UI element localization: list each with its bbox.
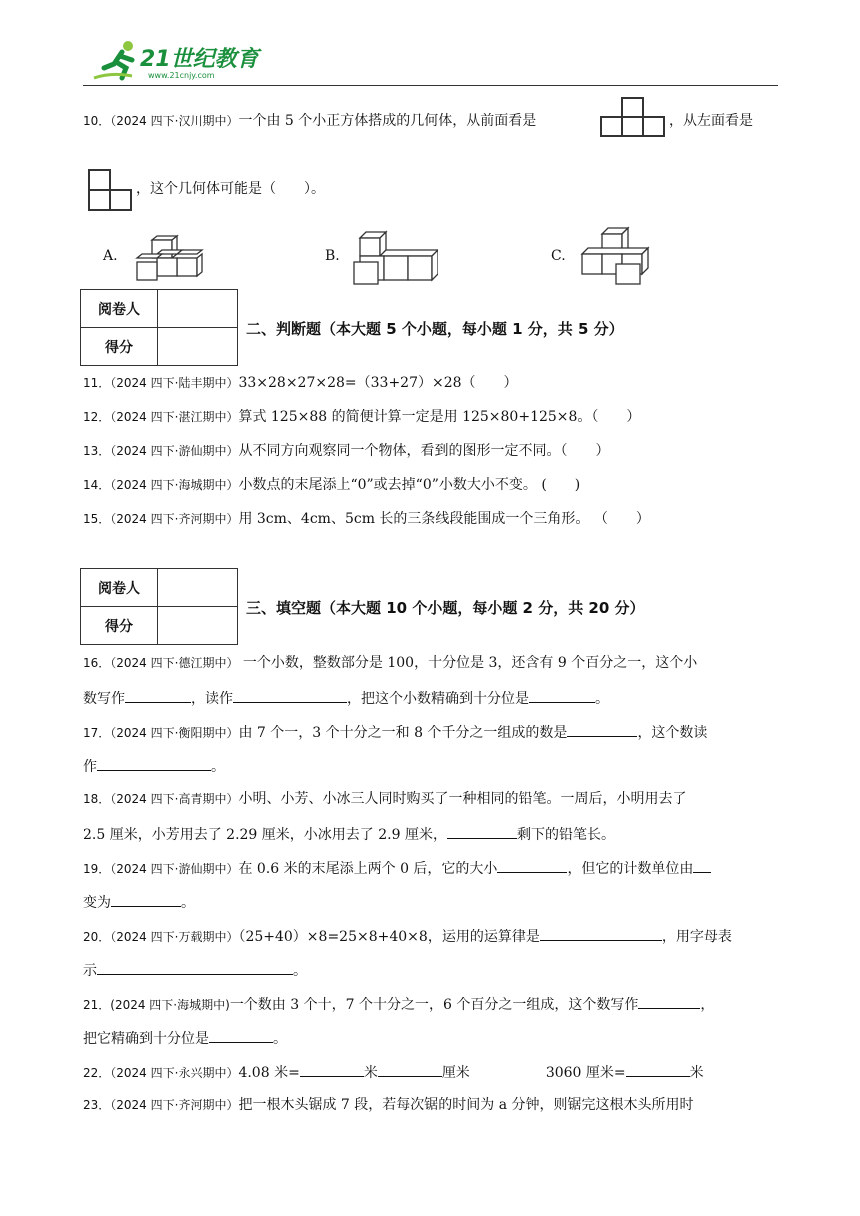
- answer-blank[interactable]: [233, 688, 347, 703]
- grader-label: 阅卷人: [81, 290, 158, 328]
- answer-blank[interactable]: [125, 688, 191, 703]
- answer-blank[interactable]: [567, 722, 637, 737]
- answer-blank[interactable]: [378, 1062, 442, 1077]
- score-cell: [158, 607, 238, 645]
- logo-text: 21世纪教育: [140, 47, 259, 72]
- question-19-line-2: 变为 。: [83, 892, 195, 912]
- question-17-line-1: 17．（2024 四下·衡阳期中）由 7 个一，3 个十分之一和 8 个千分之一组成的数是 ，这个数读: [83, 722, 707, 742]
- option-c-figure: [576, 226, 656, 286]
- option-b-figure: [352, 228, 438, 286]
- question-19-line-1: 19．（2024 四下·游仙期中）在 0.6 米的末尾添上两个 0 后，它的大小 ，但它的计数单位由: [83, 858, 711, 878]
- option-b-label: B.: [325, 248, 340, 264]
- header-divider: [83, 85, 778, 86]
- question-11: 11．（2024 四下·陆丰期中）33×28×27×28=（33+27）×28（ ）: [83, 375, 518, 391]
- question-14: 14．（2024 四下·海城期中）小数点的末尾添上“0”或去掉“0”小数大小不变。 ( ): [83, 477, 581, 493]
- runner-icon: [94, 41, 133, 78]
- answer-blank[interactable]: [447, 824, 517, 839]
- answer-blank[interactable]: [540, 926, 662, 941]
- logo-url: www.21cnjy.com: [148, 71, 215, 80]
- question-20-line-2: 示 。: [83, 960, 307, 980]
- front-view-figure: [600, 96, 666, 138]
- answer-blank[interactable]: [693, 858, 711, 873]
- grader-label: 阅卷人: [81, 569, 158, 607]
- answer-blank[interactable]: [497, 858, 567, 873]
- score-cell: [158, 328, 238, 366]
- logo: [92, 38, 262, 82]
- question-15: 15．（2024 四下·齐河期中）用 3cm、4cm、5cm 长的三条线段能围成一个三角形。 （ ）: [83, 511, 650, 527]
- question-10-line-2: ，这个几何体可能是（ ）。: [136, 181, 325, 197]
- question-16-line-1: 16．（2024 四下·德江期中） 一个小数，整数部分是 100，十分位是 3，还含有 9 个百分之一，这个小: [83, 655, 698, 671]
- option-a-figure: [130, 232, 210, 282]
- question-10-line-1b: ，从左面看是: [669, 113, 753, 129]
- grader-cell: [158, 290, 238, 328]
- question-23-line-1: 23．（2024 四下·齐河期中）把一根木头锯成 7 段，若每次锯的时间为 a 分钟，则锯完这根木头所用时: [83, 1097, 694, 1113]
- question-21-line-2: 把它精确到十分位是 。: [83, 1028, 287, 1048]
- answer-blank[interactable]: [300, 1062, 364, 1077]
- answer-blank[interactable]: [209, 1028, 273, 1043]
- score-label: 得分: [81, 328, 158, 366]
- question-18-line-1: 18．（2024 四下·高青期中）小明、小芳、小冰三人同时购买了一种相同的铅笔。一周后，小明用去了: [83, 791, 687, 807]
- question-20-line-1: 20．（2024 四下·万载期中）（25+40）×8=25×8+40×8，运用的运算律是 ，用字母表: [83, 926, 732, 946]
- question-16-line-2: 数写作 ，读作 ，把这个小数精确到十分位是 。: [83, 688, 609, 708]
- section-3-title: 三、填空题（本大题 10 个小题，每小题 2 分，共 20 分）: [246, 599, 645, 617]
- question-18-line-2: 2.5 厘米，小芳用去了 2.29 厘米，小冰用去了 2.9 厘米， 剩下的铅笔长。: [83, 824, 615, 844]
- question-13: 13．（2024 四下·游仙期中）从不同方向观察同一个物体，看到的图形一定不同。（ ）: [83, 443, 610, 459]
- question-17-line-2: 作 。: [83, 756, 225, 776]
- answer-blank[interactable]: [529, 688, 595, 703]
- answer-blank[interactable]: [97, 756, 211, 771]
- grader-table-section-3: [80, 568, 238, 645]
- left-view-figure: [87, 168, 133, 212]
- grader-cell: [158, 569, 238, 607]
- question-12: 12．（2024 四下·湛江期中）算式 125×88 的简便计算一定是用 125×80+125×8。（ ）: [83, 409, 641, 425]
- option-c-label: C.: [551, 248, 566, 264]
- section-2-title: 二、判断题（本大题 5 个小题，每小题 1 分，共 5 分）: [246, 320, 624, 338]
- question-21-line-1: 21．(2024 四下·海城期中)一个数由 3 个十，7 个十分之一，6 个百分之一组成，这个数写作 ，: [83, 994, 714, 1014]
- answer-blank[interactable]: [111, 892, 181, 907]
- answer-blank[interactable]: [626, 1062, 690, 1077]
- question-22: 22．（2024 四下·永兴期中）4.08 米= 米 厘米 3060 厘米= 米: [83, 1062, 704, 1082]
- answer-blank[interactable]: [638, 994, 700, 1009]
- answer-blank[interactable]: [97, 960, 293, 975]
- score-label: 得分: [81, 607, 158, 645]
- option-a-label: A.: [103, 248, 118, 264]
- question-10-line-1: 10．（2024 四下·汉川期中）一个由 5 个小正方体搭成的几何体，从前面看是: [83, 113, 537, 129]
- grader-table-section-2: [80, 289, 238, 366]
